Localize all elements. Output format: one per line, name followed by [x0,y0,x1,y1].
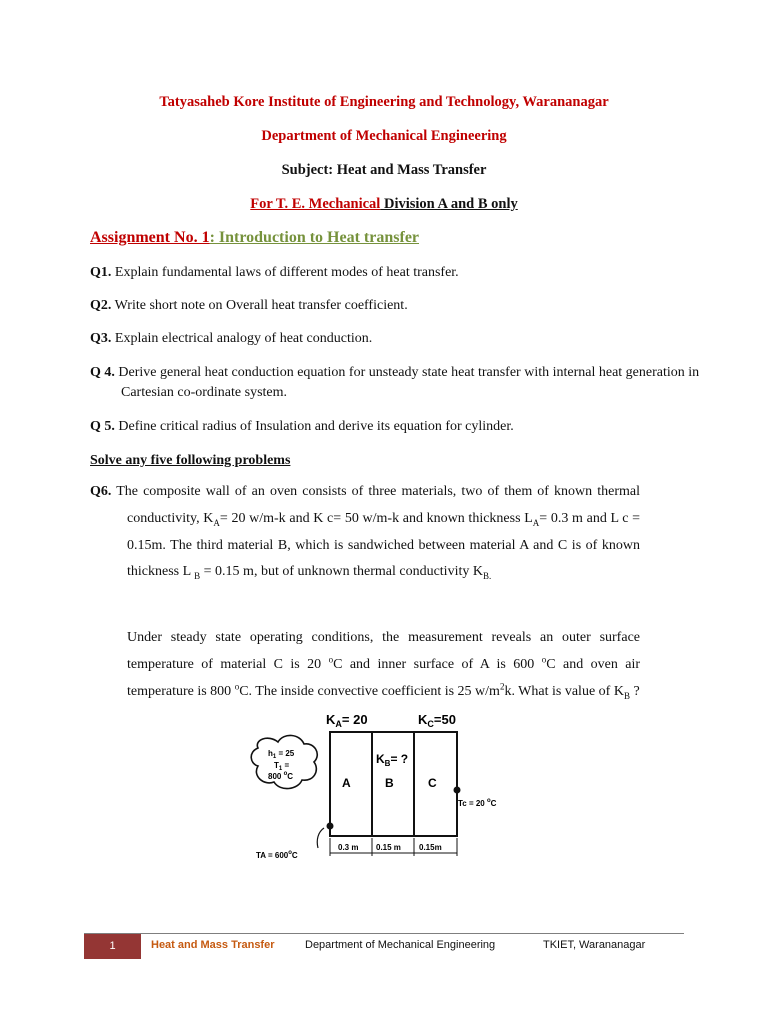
section-heading [90,451,680,471]
ta-point [327,823,334,830]
q6-sub: A [213,517,220,528]
q6-text: C and oven air temperature is 800 [127,656,641,699]
ta-pointer [317,828,324,848]
question-text: Explain fundamental laws of different modes of heat transfer. [111,265,459,280]
question-text: Define critical radius of Insulation and derive its equation for cylinder. [114,419,514,434]
question-label: Q 4. [90,365,115,380]
squared-sup: 2 [499,680,505,691]
tc-label: Tc = 20 $^o$C [458,798,497,808]
q6-text: Under steady state operating conditions, the measurement reveals an outer surface temperature of material C is 20 [127,630,640,672]
q6-text: The composite wall of an oven consists of three materials, two of them of known thermal conductivity, K [111,484,640,526]
ka-label: $K_A= 20$ [326,712,368,729]
dim-a: 0.3 m [338,843,359,852]
class-line [0,196,768,213]
question-6-paragraph-1 [90,479,640,586]
footer-college: TKIET, Warananagar [543,939,646,951]
question-label: Q3. [90,331,112,346]
question-text: Write short note on Overall heat transfer coefficient. [111,298,408,313]
layer-b-label: B [385,776,394,790]
q6-sub: B [194,571,201,582]
assignment-title: : Introduction to Heat transfer [209,229,420,246]
q6-text: k. What is value of K [504,683,624,699]
q6-text: C. The inside convective coefficient is 25 w/m [239,683,500,699]
question-text: Derive general heat conduction equation for unsteady state heat transfer with internal heat generation in Cartesian co-ordinate system. [114,365,700,400]
kc-label: $K_C=50$ [418,712,456,729]
q6-text: ? [629,683,640,699]
dim-c: 0.15m [419,843,442,852]
footer-rule [84,933,684,934]
composite-wall-diagram [248,708,518,868]
layer-a-label: A [342,776,351,790]
q6-text: = 20 w/m-k and K c= 50 w/m-k and known thickness L [219,510,533,526]
question-2 [90,296,680,316]
layer-c-label: C [428,776,437,790]
q6-sub: A [532,517,540,528]
question-label: Q6. [90,484,112,499]
tc-point [454,787,461,794]
t1-value: 800 $^o$C [268,771,294,781]
q6-text: = 0.3 m and L c = 0.15m. The third material B, which is sandwiched between material A and C is of known thickness L [127,510,641,580]
footer-course: Heat and Mass Transfer [151,939,275,951]
question-label: Q2. [90,298,112,313]
h1-label: $h_1 = 25$ [268,749,295,760]
question-3 [90,329,680,349]
layer-a-rect [330,732,372,836]
question-text: Explain electrical analogy of heat conduction. [111,331,373,346]
q6-sub: B [623,690,630,701]
degree-sup: o [328,654,334,665]
degree-sup: o [234,680,240,691]
question-4 [90,363,711,403]
section-heading-text: Solve any five following problems [90,453,291,468]
assignment-heading [90,229,419,247]
footer-department: Department of Mechanical Engineering [305,939,496,951]
q6-text: = 0.15 m, but of unknown thermal conductivity K [200,564,483,580]
question-1 [90,263,680,283]
degree-sup: o [541,654,547,665]
assignment-number: Assignment No. 1 [90,229,210,246]
dim-b: 0.15 m [376,843,401,852]
department-title: Department of Mechanical Engineering [261,128,507,144]
question-6-paragraph-2 [90,625,640,705]
question-label: Q1. [90,265,112,280]
q6-sub: B. [482,571,492,582]
kb-label: $K_B=$ ? [376,752,409,768]
ta-label: TA = $600^oC$ [256,850,298,860]
page-number: 1 [84,934,141,959]
class-red: For T. E. Mechanical [250,196,381,212]
q6-text: C and inner surface of A is 600 [333,656,542,672]
institute-title: Tatyasaheb Kore Institute of Engineering and Technology, Warananagar [159,94,609,110]
question-5 [90,417,680,437]
t1-label: $T_1$ = [274,761,290,772]
question-label: Q 5. [90,419,115,434]
subject-title: Subject: Heat and Mass Transfer [281,162,487,178]
class-black: Division A and B only [380,196,518,212]
